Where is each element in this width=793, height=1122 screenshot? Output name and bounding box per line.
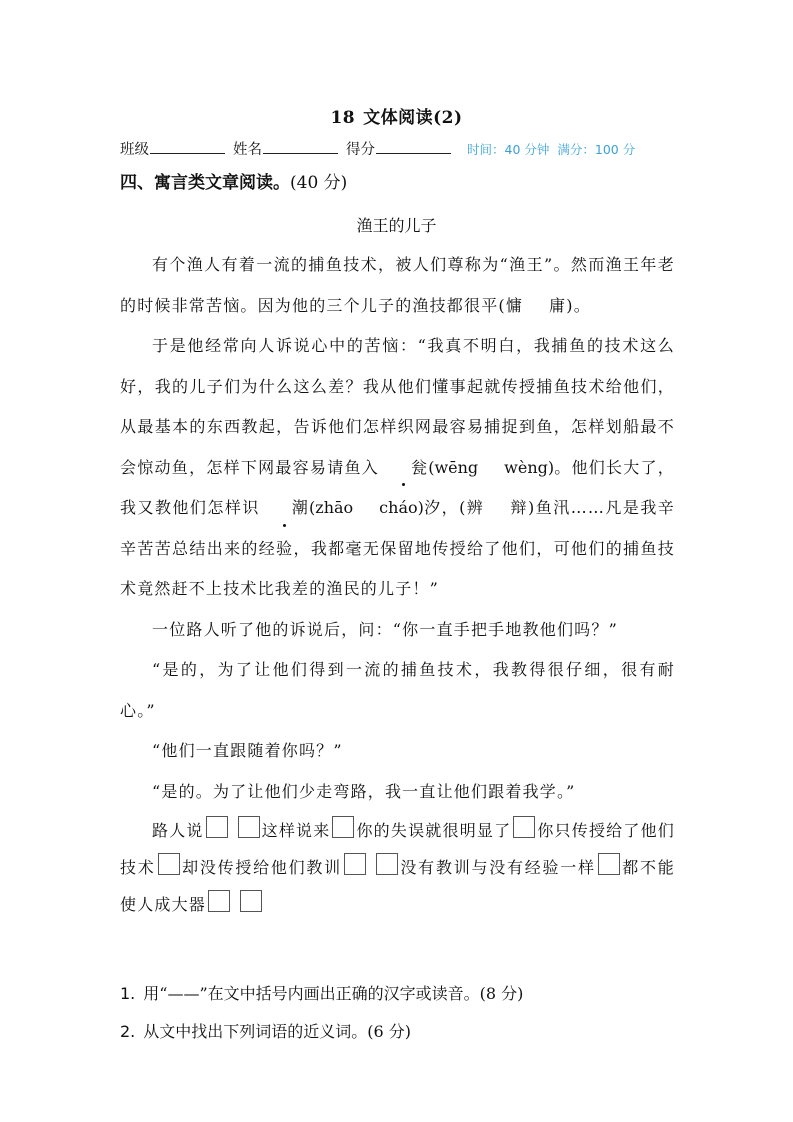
paragraph-2-part1: 于是他经常向人诉说心中的苦恼：“我真不明白，我捕鱼的技术这么好，我的儿子们为什么这么差？我从他们懂事起就传授捕鱼技术给他们，从最基本的东西教起，告诉他们怎样织网最容易捕捉到鱼，怎样划船最不会惊动鱼，怎样下网最容易请鱼入 bbox=[120, 336, 675, 477]
paragraph-1-text: 有个渔人有着一流的捕鱼技术，被人们尊称为“渔王”。然而渔王年老的时候非常苦恼。因为他的三个儿子的渔技都很平( bbox=[120, 255, 675, 315]
full-score: 满分：100 分 bbox=[557, 142, 636, 157]
question-1-text: 用“——”在文中括号内画出正确的汉字或读音。(8 分) bbox=[143, 984, 524, 1003]
question-1 bbox=[120, 975, 680, 1013]
time-limit: 时间：40 分钟 bbox=[467, 142, 550, 157]
segment-6: 没有教训与没有经验一样 bbox=[399, 858, 596, 877]
paragraph-2-part4: )鱼汛……凡是我辛辛苦苦总结出来的经验，我都毫无保留地传授给了他们，可他们的捕鱼技术竟然赶不上技术比我差的渔民的儿子！” bbox=[120, 498, 675, 598]
name-blank[interactable] bbox=[263, 139, 338, 154]
segment-2: 这样说来 bbox=[261, 821, 331, 840]
question-list bbox=[120, 975, 680, 1051]
segment-1: 路人说 bbox=[152, 821, 204, 840]
section-heading bbox=[120, 168, 347, 193]
score-blank[interactable] bbox=[376, 139, 451, 154]
choice-bian-b[interactable]: 辩 bbox=[510, 498, 529, 517]
section-title: 四、寓言类文章阅读。 bbox=[120, 173, 290, 193]
segment-4: 你只传授给了他们技术 bbox=[120, 821, 675, 877]
paragraph-2 bbox=[120, 326, 675, 610]
punctuation-box-8[interactable] bbox=[598, 853, 620, 875]
segment-3: 你的失误就很明显了 bbox=[356, 821, 512, 840]
choice-yong-a[interactable]: 慵 bbox=[505, 295, 524, 315]
paragraph-4: “是的，为了让他们得到一流的捕鱼技术，我教得很仔细，很有耐心。” bbox=[120, 660, 675, 720]
paragraph-3: 一位路人听了他的诉说后，问：“你一直手把手地教他们吗？” bbox=[152, 619, 618, 639]
dotted-char-chao: 潮 bbox=[260, 488, 309, 529]
punctuation-box-4[interactable] bbox=[513, 816, 535, 838]
paragraph-1-end: )。 bbox=[566, 295, 591, 315]
paragraph-2-part2: 。他们长大了，我又教他们怎样识 bbox=[120, 457, 675, 517]
exam-meta bbox=[467, 140, 643, 158]
name-field bbox=[233, 138, 338, 159]
question-2-text: 从文中找出下列词语的近义词。(6 分) bbox=[143, 1022, 412, 1041]
section-points: (40 分) bbox=[290, 173, 348, 193]
choice-bian-a[interactable]: 辨 bbox=[466, 498, 485, 517]
paragraph-6: “是的。为了让他们少走弯路，我一直让他们跟着我学。” bbox=[152, 781, 576, 801]
paragraph-7-punctuation-fill bbox=[120, 812, 675, 923]
punctuation-box-2[interactable] bbox=[238, 816, 260, 838]
name-label: 姓名 bbox=[233, 142, 262, 158]
pinyin-chao-b[interactable]: cháo) bbox=[379, 498, 424, 517]
pinyin-weng-a[interactable]: (wēng bbox=[428, 457, 479, 477]
class-label: 班级 bbox=[120, 142, 149, 158]
paragraph-2-part3: 汐，( bbox=[423, 498, 467, 517]
score-field bbox=[346, 138, 451, 159]
question-2 bbox=[120, 1013, 680, 1051]
lesson-number: 18 bbox=[330, 108, 356, 128]
class-field bbox=[120, 138, 225, 159]
punctuation-box-1[interactable] bbox=[206, 816, 228, 838]
question-2-number: 2. bbox=[120, 1022, 136, 1041]
class-blank[interactable] bbox=[150, 139, 225, 154]
punctuation-box-5[interactable] bbox=[158, 853, 180, 875]
segment-5: 却没传授给他们教训 bbox=[181, 858, 342, 877]
segment-7: 都不能使人成大器 bbox=[120, 858, 675, 914]
worksheet-title bbox=[0, 103, 793, 128]
choice-yong-b[interactable]: 庸 bbox=[549, 295, 567, 315]
lesson-title: 文体阅读(2) bbox=[363, 108, 463, 128]
pinyin-chao-a[interactable]: (zhāo bbox=[309, 498, 354, 517]
story-passage bbox=[120, 245, 675, 923]
pinyin-weng-b[interactable]: wèng) bbox=[504, 457, 555, 477]
punctuation-box-6[interactable] bbox=[344, 853, 366, 875]
student-info-row bbox=[120, 138, 680, 159]
punctuation-box-10[interactable] bbox=[240, 890, 262, 912]
punctuation-box-9[interactable] bbox=[208, 890, 230, 912]
punctuation-box-3[interactable] bbox=[332, 816, 354, 838]
paragraph-1 bbox=[120, 245, 675, 326]
dotted-char-weng: 瓮 bbox=[379, 448, 428, 489]
question-1-number: 1. bbox=[120, 984, 136, 1003]
score-label: 得分 bbox=[346, 142, 375, 158]
punctuation-box-7[interactable] bbox=[376, 853, 398, 875]
story-title: 渔王的儿子 bbox=[356, 216, 437, 235]
paragraph-5: “他们一直跟随着你吗？” bbox=[152, 741, 343, 760]
